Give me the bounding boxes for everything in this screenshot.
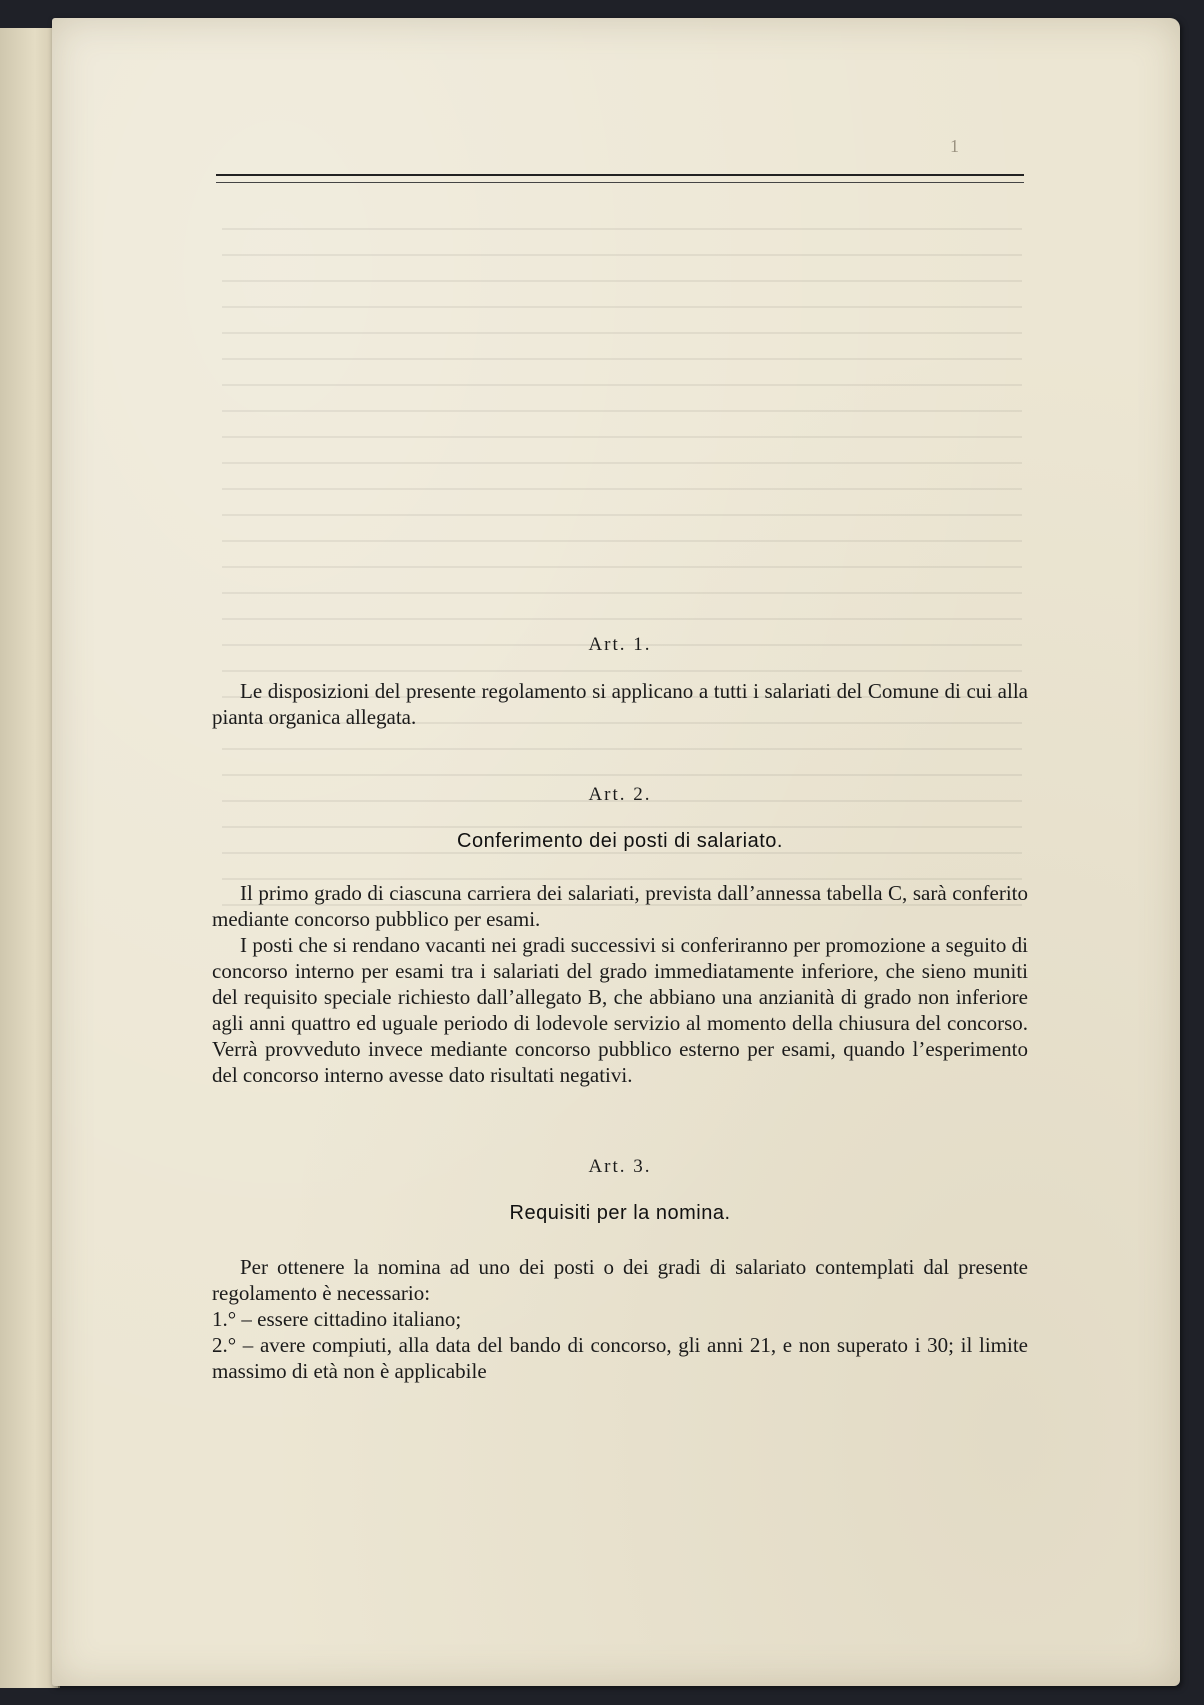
- article-1-body: [212, 678, 1028, 730]
- adjacent-page-edge: [0, 28, 60, 1688]
- article-2-paragraph-1: Il primo grado di ciascuna carriera dei salariati, prevista dall’annessa tabella C, sarà conferito mediante concorso pubblico per esami.: [212, 881, 1028, 931]
- document-page: [52, 18, 1180, 1686]
- article-2-heading: Conferimento dei posti di salariato.: [457, 830, 783, 852]
- article-3-intro: Per ottenere la nomina ad uno dei posti o dei gradi di salariato contemplati dal presente regolamento è necessario:: [212, 1255, 1028, 1305]
- header-rule-thin: [216, 182, 1024, 183]
- article-2-body: [212, 880, 1028, 1088]
- bleed-through-text: [222, 228, 1022, 928]
- header-rule: [216, 174, 1024, 176]
- article-3-label: Art. 3.: [588, 1156, 652, 1177]
- article-2-paragraph-2: I posti che si rendano vacanti nei gradi successivi si conferiranno per promozione a seguito di concorso interno per esami tra i salariati del grado immediatamente inferiore, che sieno muniti del requisito speciale richiesto dall’allegato B, che abbiano una anzianità di grado non inferiore agli anni quattro ed uguale periodo di lodevole servizio al momento della chiusura del concorso. Verrà provveduto invece mediante concorso pubblico esterno per esami, quando l’esperimento del concorso interno avesse dato risultati negativi.: [212, 933, 1028, 1087]
- article-2-label: Art. 2.: [588, 784, 652, 805]
- page-number: 1: [950, 136, 959, 156]
- requirement-2: 2.° – avere compiuti, alla data del bando di concorso, gli anni 21, e non superato i 30; il limite massimo di età non è applicabile: [212, 1333, 1028, 1383]
- article-3-body: [212, 1254, 1028, 1384]
- article-1-label: Art. 1.: [588, 634, 652, 655]
- article-3-heading: Requisiti per la nomina.: [509, 1202, 731, 1224]
- article-1-text: Le disposizioni del presente regolamento si applicano a tutti i salariati del Comune di cui alla pianta organica allegata.: [212, 679, 1028, 729]
- requirement-1: 1.° – essere cittadino italiano;: [212, 1307, 462, 1331]
